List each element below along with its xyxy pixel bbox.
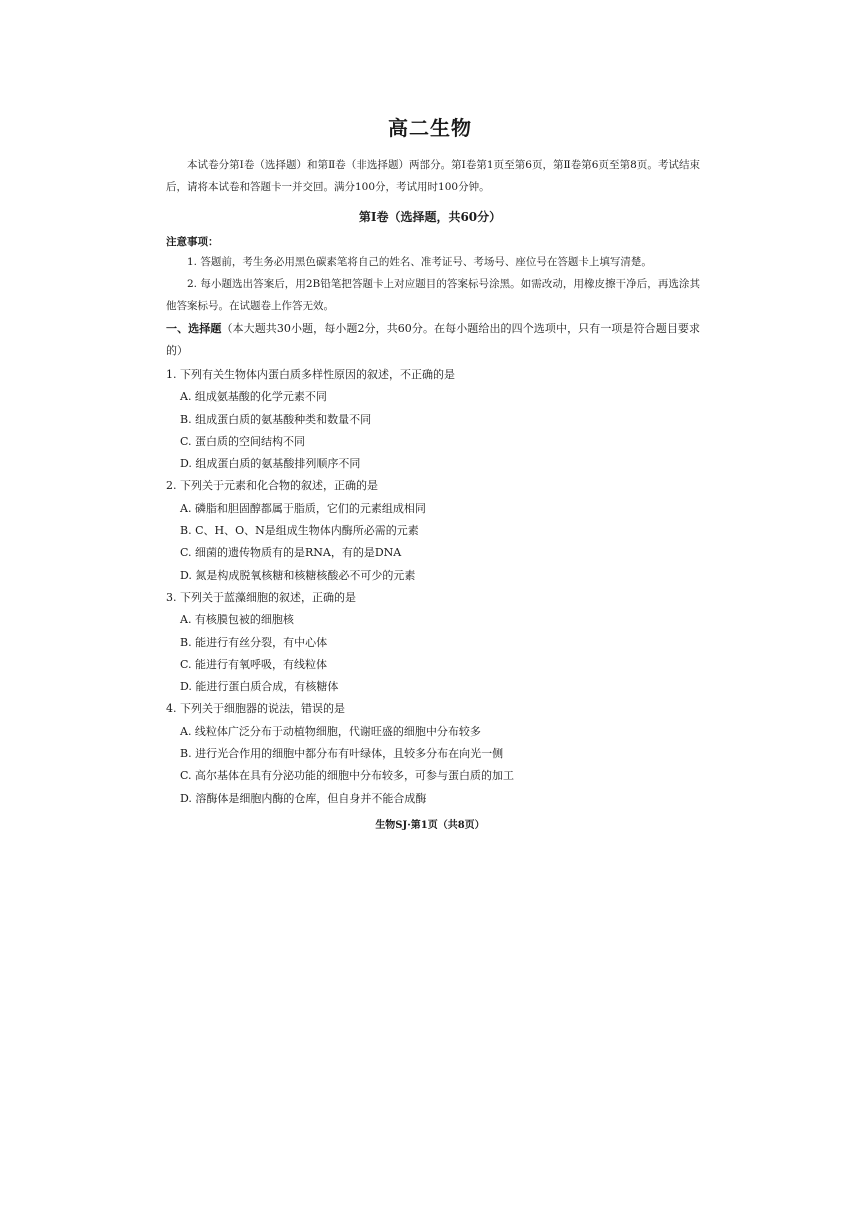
- question-option: C. 高尔基体在具有分泌功能的细胞中分布较多，可参与蛋白质的加工: [180, 769, 515, 783]
- question-option: A. 磷脂和胆固醇都属于脂质，它们的元素组成相同: [180, 501, 426, 515]
- question-option: A. 组成氨基酸的化学元素不同: [180, 390, 327, 404]
- exam-title: 高二生物: [388, 116, 472, 140]
- part-heading: [166, 318, 700, 362]
- question-option: C. 能进行有氧呼吸，有线粒体: [180, 657, 328, 671]
- part-label: 一、选择题: [166, 322, 222, 335]
- question-stem: 3. 下列关于蓝藻细胞的叙述，正确的是: [166, 590, 356, 604]
- question-option: A. 线粒体广泛分布于动植物细胞，代谢旺盛的细胞中分布较多: [180, 724, 481, 738]
- question-3: [166, 587, 700, 698]
- question-2: [166, 475, 700, 586]
- question-option: B. 组成蛋白质的氨基酸种类和数量不同: [180, 412, 372, 426]
- question-option: D. 能进行蛋白质合成，有核糖体: [180, 680, 339, 694]
- question-stem: 4. 下列关于细胞器的说法，错误的是: [166, 702, 345, 716]
- page-footer: 生物SJ·第1页（共8页）: [375, 820, 485, 831]
- exam-intro: 本试卷分第Ⅰ卷（选择题）和第Ⅱ卷（非选择题）两部分。第Ⅰ卷第1页至第6页，第Ⅱ卷第6页至第8页。考试结束后，请将本试卷和答题卡一并交回。满分100分，考试用时100分钟。: [166, 159, 700, 193]
- question-4: [166, 698, 700, 809]
- question-option: C. 蛋白质的空间结构不同: [180, 434, 306, 448]
- question-option: B. 进行光合作用的细胞中都分布有叶绿体，且较多分布在向光一侧: [180, 747, 504, 761]
- section-title: 第Ⅰ卷（选择题，共60分）: [358, 210, 502, 224]
- question-option: A. 有核膜包被的细胞核: [180, 613, 294, 627]
- part-instruction: （本大题共30小题，每小题2分，共60分。在每小题给出的四个选项中，只有一项是符合题目要求的）: [166, 322, 701, 357]
- question-option: D. 组成蛋白质的氨基酸排列顺序不同: [180, 457, 361, 471]
- question-1: [166, 364, 700, 475]
- question-list: [166, 364, 700, 810]
- question-option: B. 能进行有丝分裂，有中心体: [180, 635, 328, 649]
- question-stem: 2. 下列关于元素和化合物的叙述，正确的是: [166, 479, 378, 493]
- question-option: D. 氮是构成脱氧核糖和核糖核酸必不可少的元素: [180, 568, 416, 582]
- question-stem: 1. 下列有关生物体内蛋白质多样性原因的叙述，不正确的是: [166, 368, 455, 381]
- question-option: D. 溶酶体是细胞内酶的仓库，但自身并不能合成酶: [180, 791, 427, 805]
- notes-heading: 注意事项：: [166, 236, 219, 248]
- question-option: C. 细菌的遗传物质有的是RNA，有的是DNA: [180, 546, 402, 560]
- notes-list: [166, 251, 700, 317]
- question-option: B. C、H、O、N是组成生物体内酶所必需的元素: [180, 524, 419, 538]
- note-item: 2. 每小题选出答案后，用2B铅笔把答题卡上对应题目的答案标号涂黑。如需改动，用橡皮擦干净后，再选涂其他答案标号。在试题卷上作答无效。: [166, 278, 700, 312]
- note-item: 1. 答题前，考生务必用黑色碳素笔将自己的姓名、准考证号、考场号、座位号在答题卡上填写清楚。: [187, 256, 652, 268]
